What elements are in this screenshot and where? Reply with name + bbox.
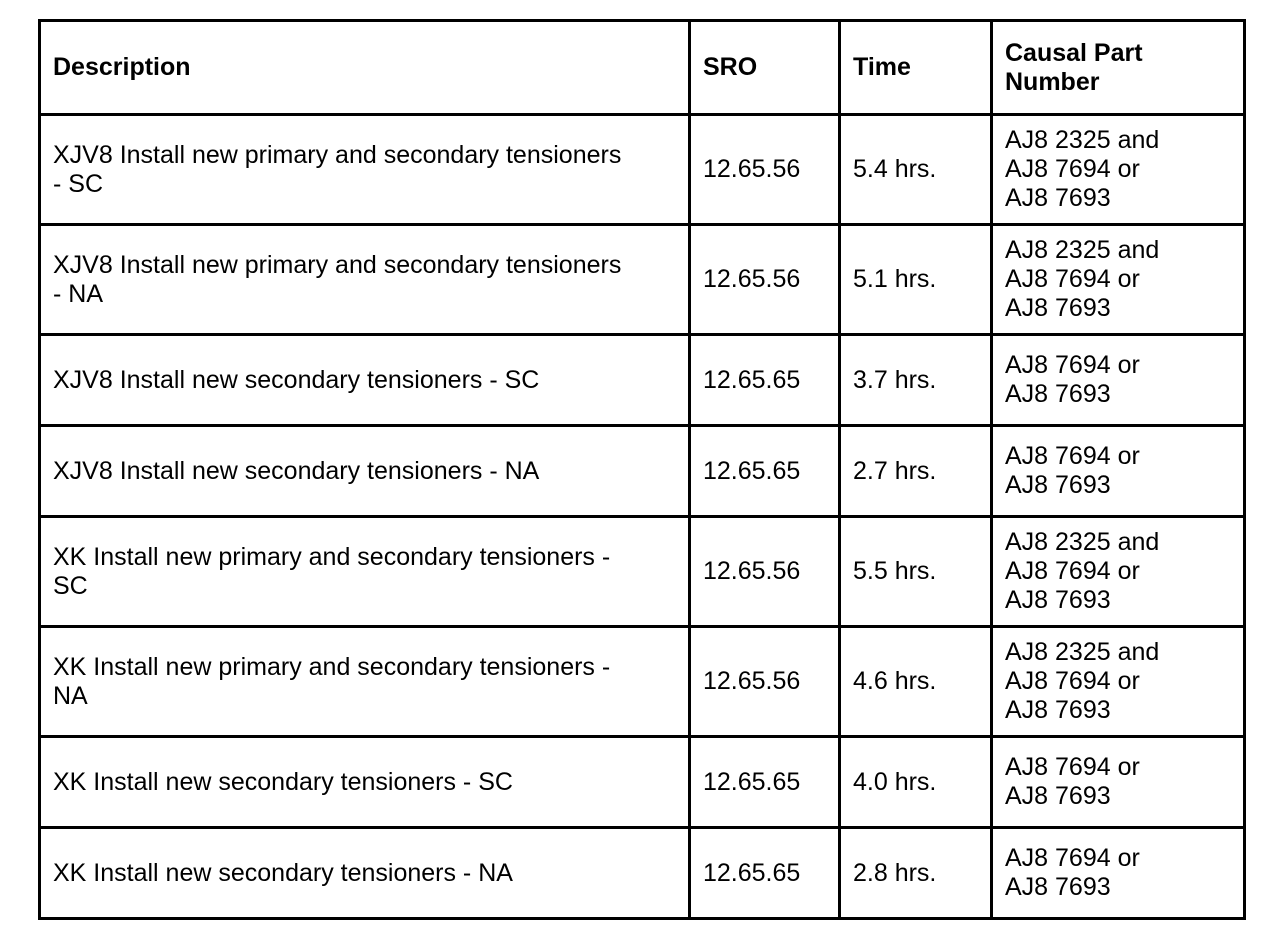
cell-sro: 12.65.56 — [690, 627, 840, 737]
cell-part-number: AJ8 2325 and AJ8 7694 or AJ8 7693 — [992, 627, 1245, 737]
repair-time-table — [38, 19, 1246, 920]
table-row — [40, 115, 1245, 225]
cell-sro: 12.65.56 — [690, 517, 840, 627]
header-sro: SRO — [690, 21, 840, 115]
cell-description: XJV8 Install new primary and secondary tensioners - NA — [40, 225, 690, 335]
cell-sro: 12.65.65 — [690, 426, 840, 517]
cell-part-number: AJ8 7694 or AJ8 7693 — [992, 426, 1245, 517]
cell-description: XK Install new secondary tensioners - NA — [40, 828, 690, 919]
cell-description: XJV8 Install new secondary tensioners - SC — [40, 335, 690, 426]
cell-sro: 12.65.65 — [690, 828, 840, 919]
cell-time: 4.6 hrs. — [840, 627, 992, 737]
table-row — [40, 737, 1245, 828]
cell-time: 2.8 hrs. — [840, 828, 992, 919]
table-header-row — [40, 21, 1245, 115]
header-description: Description — [40, 21, 690, 115]
table-row — [40, 627, 1245, 737]
cell-sro: 12.65.65 — [690, 335, 840, 426]
cell-part-number: AJ8 7694 or AJ8 7693 — [992, 737, 1245, 828]
cell-time: 5.5 hrs. — [840, 517, 992, 627]
cell-description: XK Install new primary and secondary tensioners - SC — [40, 517, 690, 627]
cell-sro: 12.65.56 — [690, 115, 840, 225]
cell-part-number: AJ8 2325 and AJ8 7694 or AJ8 7693 — [992, 115, 1245, 225]
cell-time: 5.1 hrs. — [840, 225, 992, 335]
cell-description: XK Install new primary and secondary tensioners - NA — [40, 627, 690, 737]
cell-description: XJV8 Install new primary and secondary tensioners - SC — [40, 115, 690, 225]
cell-time: 4.0 hrs. — [840, 737, 992, 828]
table-row — [40, 335, 1245, 426]
table-row — [40, 426, 1245, 517]
cell-sro: 12.65.56 — [690, 225, 840, 335]
header-time: Time — [840, 21, 992, 115]
header-causal-part-number: Causal Part Number — [992, 21, 1245, 115]
cell-part-number: AJ8 2325 and AJ8 7694 or AJ8 7693 — [992, 225, 1245, 335]
cell-part-number: AJ8 7694 or AJ8 7693 — [992, 335, 1245, 426]
cell-sro: 12.65.65 — [690, 737, 840, 828]
cell-description: XJV8 Install new secondary tensioners - NA — [40, 426, 690, 517]
table-row — [40, 517, 1245, 627]
table-row — [40, 225, 1245, 335]
cell-time: 5.4 hrs. — [840, 115, 992, 225]
cell-time: 3.7 hrs. — [840, 335, 992, 426]
cell-description: XK Install new secondary tensioners - SC — [40, 737, 690, 828]
cell-part-number: AJ8 7694 or AJ8 7693 — [992, 828, 1245, 919]
cell-time: 2.7 hrs. — [840, 426, 992, 517]
table-row — [40, 828, 1245, 919]
cell-part-number: AJ8 2325 and AJ8 7694 or AJ8 7693 — [992, 517, 1245, 627]
